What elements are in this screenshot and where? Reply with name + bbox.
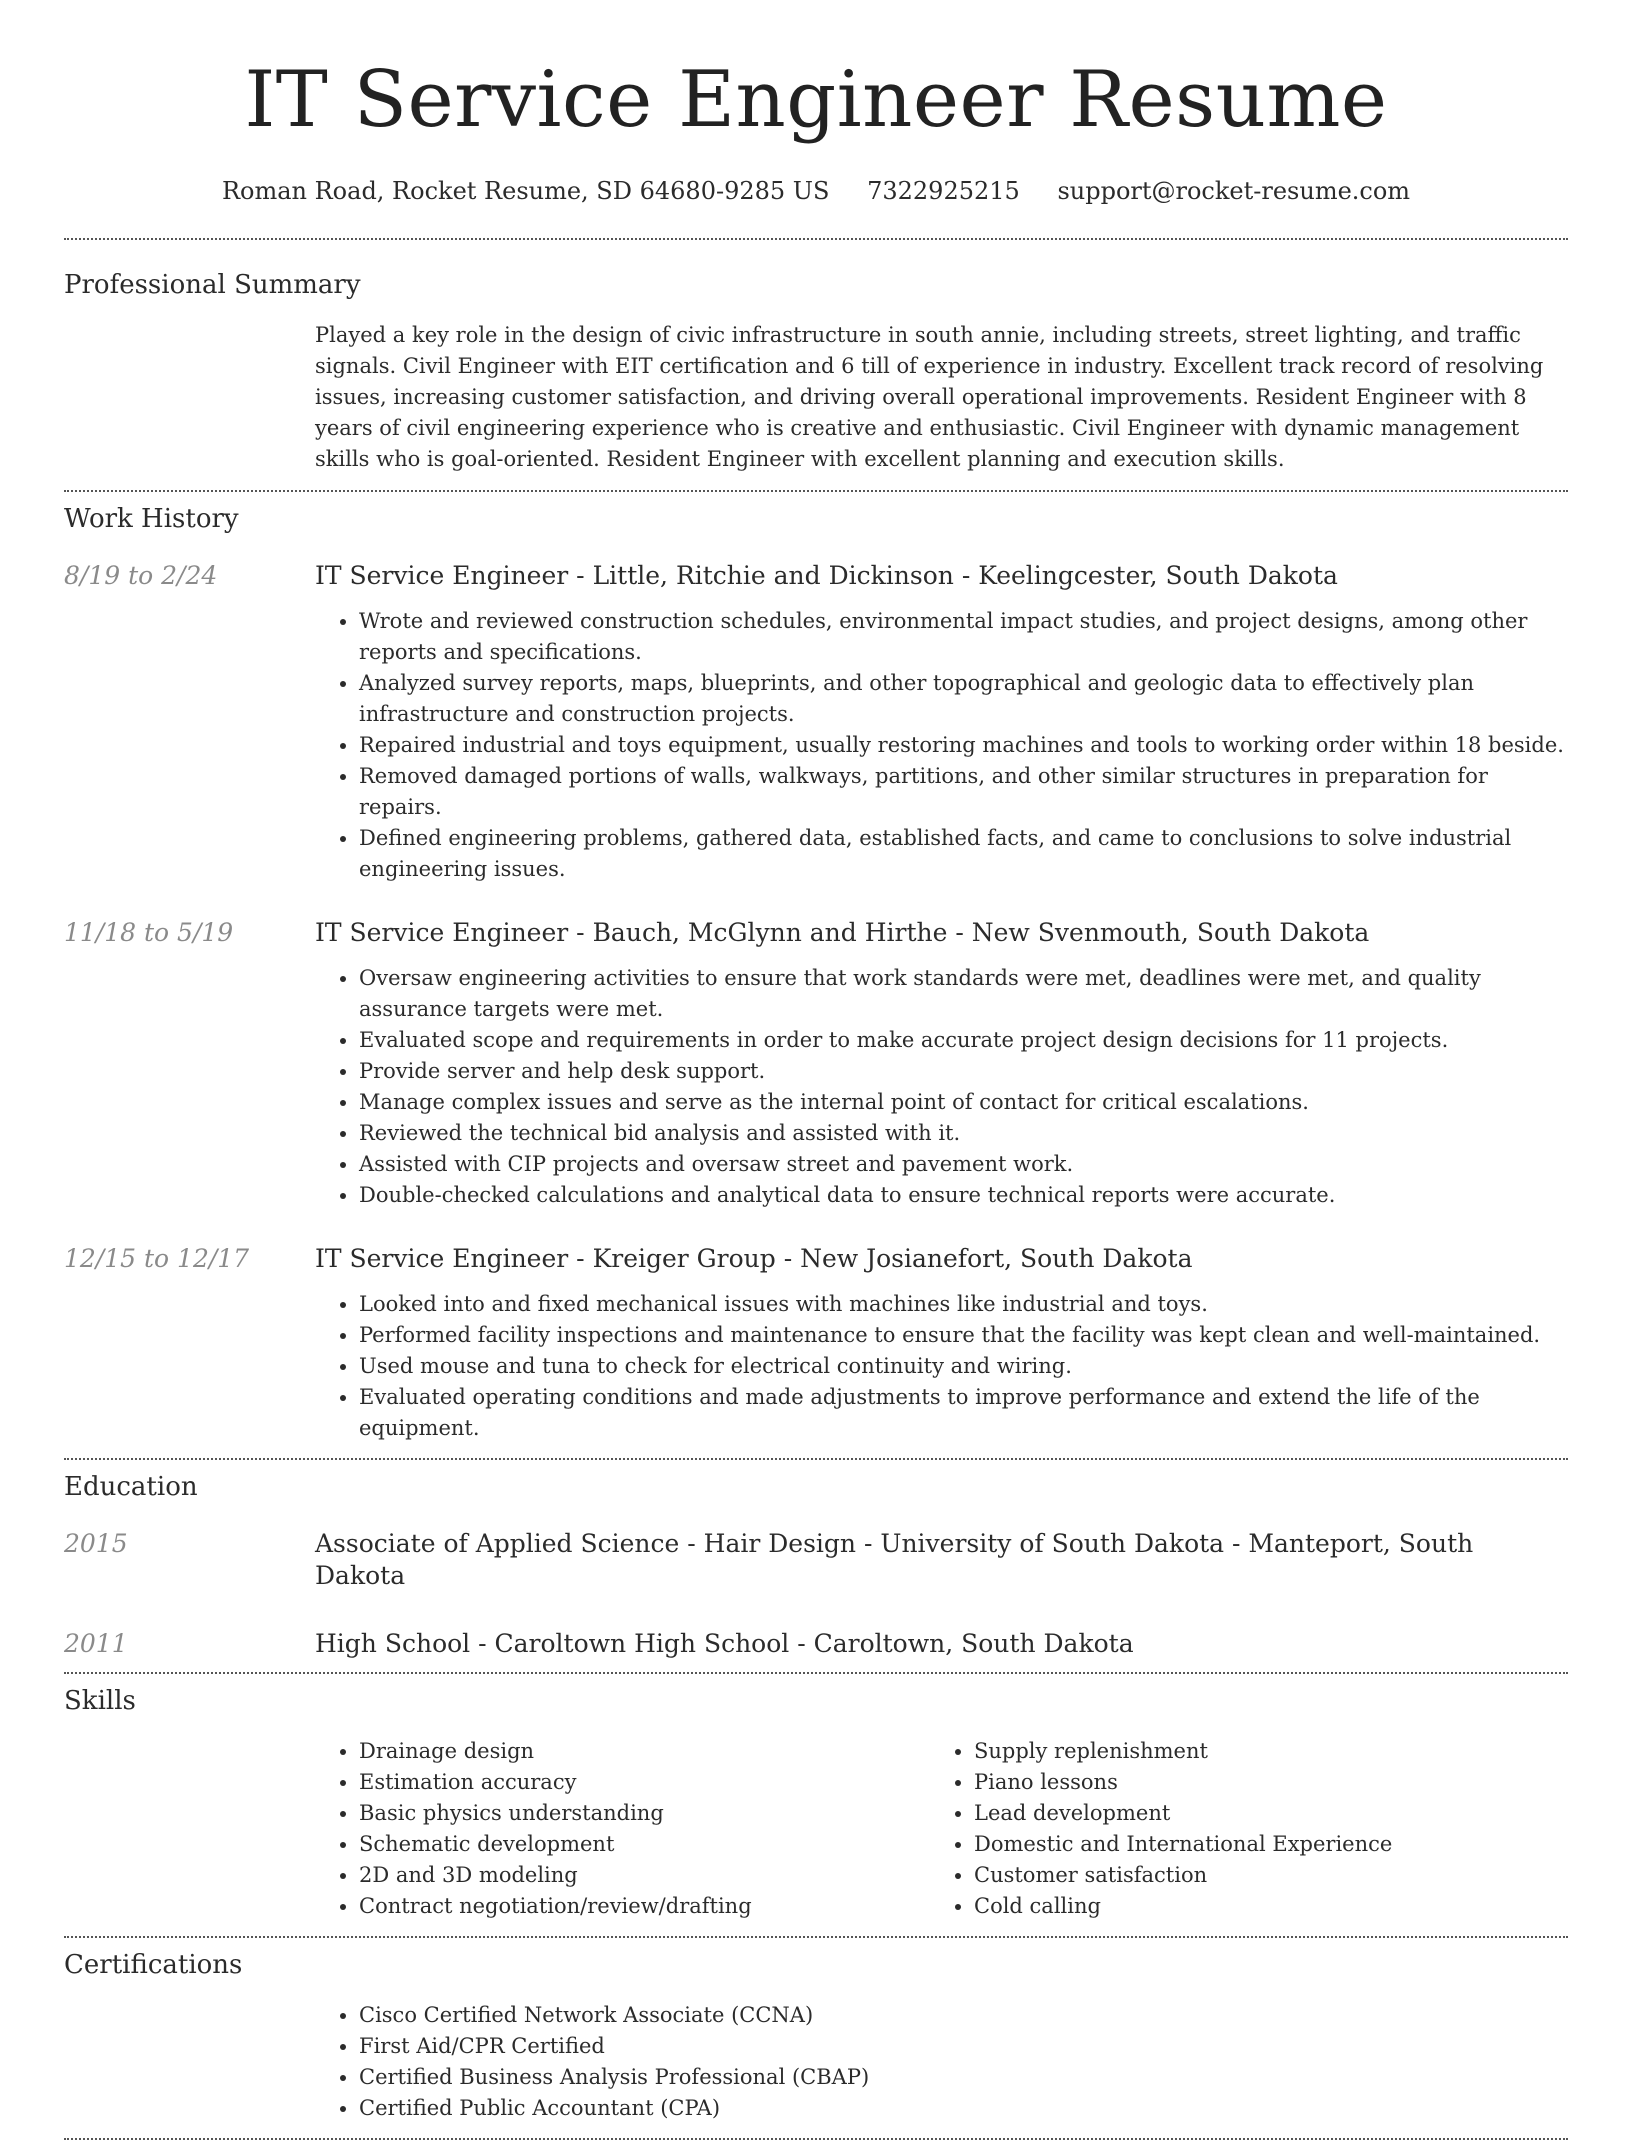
list-item: • Looked into and fixed mechanical issues with machines like industrial and toys.: [359, 1289, 1568, 1320]
list-item: • Double-checked calculations and analytical data to ensure technical reports were accurate.: [359, 1180, 1568, 1211]
list-item: • Cold calling: [974, 1891, 1545, 1922]
list-item: • Used mouse and tuna to check for electrical continuity and wiring.: [359, 1351, 1568, 1382]
list-item: • Customer satisfaction: [974, 1860, 1545, 1891]
job-bullets: [315, 963, 1568, 1211]
job-entry: [64, 1243, 1568, 1458]
education-text: High School - Caroltown High School - Caroltown, South Dakota: [315, 1629, 1134, 1658]
contact-line: [64, 176, 1568, 206]
list-item: • Certified Business Analysis Professional (CBAP): [359, 2062, 1568, 2093]
resume-title: IT Service Engineer Resume: [244, 55, 1388, 145]
job-bullets: [315, 1289, 1568, 1444]
certifications-list: [315, 2000, 1568, 2124]
list-item: • Defined engineering problems, gathered data, established facts, and came to conclusions to solve industrial engineering issues.: [359, 823, 1568, 885]
education-heading: Education: [64, 1472, 198, 1502]
list-item: • Supply replenishment: [974, 1736, 1545, 1767]
work-history-section: [64, 492, 1568, 1458]
skills-list-right: [930, 1736, 1545, 1922]
job-entry: [64, 917, 1568, 1211]
education-entry: [64, 1528, 1568, 1592]
job-bullets: [315, 606, 1568, 885]
certifications-section: [64, 1938, 1568, 2138]
education-section: [64, 1460, 1568, 1672]
summary-section: [64, 240, 1568, 490]
certifications-heading: Certifications: [64, 1950, 243, 1980]
list-item: • Removed damaged portions of walls, walkways, partitions, and other similar structures in preparation for repairs.: [359, 761, 1568, 823]
job-dates: 11/18 to 5/19: [64, 918, 234, 947]
list-item: • Certified Public Accountant (CPA): [359, 2093, 1568, 2124]
list-item: • Provide server and help desk support.: [359, 1056, 1568, 1087]
job-dates: 12/15 to 12/17: [64, 1244, 250, 1273]
resume-header: [64, 0, 1568, 206]
skills-list-left: [315, 1736, 930, 1922]
job-entry: [64, 560, 1568, 885]
list-item: • Schematic development: [359, 1829, 930, 1860]
list-item: • 2D and 3D modeling: [359, 1860, 930, 1891]
education-entry: [64, 1628, 1568, 1672]
list-item: • Drainage design: [359, 1736, 930, 1767]
list-item: • Assisted with CIP projects and oversaw street and pavement work.: [359, 1149, 1568, 1180]
list-item: • Manage complex issues and serve as the internal point of contact for critical escalations.: [359, 1087, 1568, 1118]
job-heading: IT Service Engineer - Kreiger Group - New Josianefort, South Dakota: [315, 1244, 1193, 1273]
education-year: 2015: [64, 1529, 128, 1558]
list-item: • Evaluated scope and requirements in order to make accurate project design decisions for 11 projects.: [359, 1025, 1568, 1056]
list-item: • Wrote and reviewed construction schedules, environmental impact studies, and project designs, among other reports and specifications.: [359, 606, 1568, 668]
contact-email: support@rocket-resume.com: [1057, 177, 1411, 205]
list-item: • First Aid/CPR Certified: [359, 2031, 1568, 2062]
skills-heading: Skills: [64, 1686, 136, 1716]
job-heading: IT Service Engineer - Bauch, McGlynn and Hirthe - New Svenmouth, South Dakota: [315, 918, 1370, 947]
list-item: • Piano lessons: [974, 1767, 1545, 1798]
education-year: 2011: [64, 1629, 128, 1658]
work-history-heading: Work History: [64, 504, 239, 534]
list-item: • Cisco Certified Network Associate (CCNA): [359, 2000, 1568, 2031]
list-item: • Basic physics understanding: [359, 1798, 930, 1829]
job-dates: 8/19 to 2/24: [64, 561, 218, 590]
list-item: • Repaired industrial and toys equipment, usually restoring machines and tools to working order within 18 beside.: [359, 730, 1568, 761]
list-item: • Estimation accuracy: [359, 1767, 930, 1798]
summary-text: Played a key role in the design of civic infrastructure in south annie, including streets, street lighting, and traffic signals. Civil Engineer with EIT certification and 6 till of experience in industry. Excellent track record of resolving issues, increasing customer satisfaction, and driving overall operational improvements. Resident Engineer with 8 years of civil engineering experience who is creative and enthusiastic. Civil Engineer with dynamic management skills who is goal-oriented. Resident Engineer with excellent planning and execution skills.: [315, 323, 1544, 471]
list-item: • Contract negotiation/review/drafting: [359, 1891, 930, 1922]
summary-heading: Professional Summary: [64, 270, 361, 300]
contact-phone: 7322925215: [867, 177, 1020, 205]
job-heading: IT Service Engineer - Little, Ritchie and Dickinson - Keelingcester, South Dakota: [315, 561, 1338, 590]
list-item: • Reviewed the technical bid analysis and assisted with it.: [359, 1118, 1568, 1149]
contact-address: Roman Road, Rocket Resume, SD 64680-9285 US: [221, 177, 830, 205]
list-item: • Evaluated operating conditions and made adjustments to improve performance and extend the life of the equipment.: [359, 1382, 1568, 1444]
list-item: • Lead development: [974, 1798, 1545, 1829]
skills-section: [64, 1674, 1568, 1936]
education-text: Associate of Applied Science - Hair Design - University of South Dakota - Manteport, South Dakota: [315, 1529, 1474, 1590]
list-item: • Oversaw engineering activities to ensure that work standards were met, deadlines were met, and quality assurance targets were met.: [359, 963, 1568, 1025]
list-item: • Performed facility inspections and maintenance to ensure that the facility was kept clean and well-maintained.: [359, 1320, 1568, 1351]
list-item: • Domestic and International Experience: [974, 1829, 1545, 1860]
list-item: • Analyzed survey reports, maps, blueprints, and other topographical and geologic data to effectively plan infrastructure and construction projects.: [359, 668, 1568, 730]
